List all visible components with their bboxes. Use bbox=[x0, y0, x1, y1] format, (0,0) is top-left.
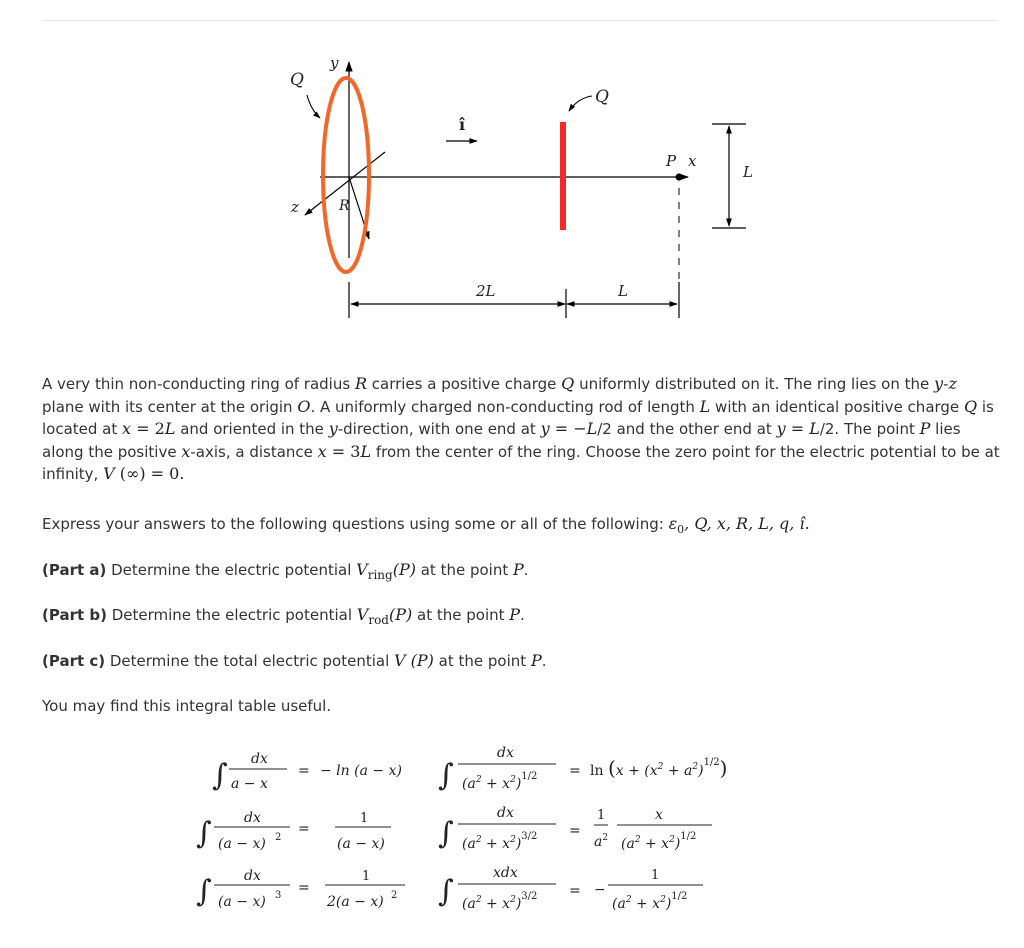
text-run: = 3 bbox=[326, 441, 361, 461]
math-var: (P) bbox=[405, 651, 434, 670]
rod-length-label: L bbox=[743, 163, 753, 181]
exponent: 2 bbox=[391, 890, 398, 901]
text-run: (∞) = 0. bbox=[114, 464, 185, 483]
result: − ln (a − x) bbox=[320, 763, 402, 779]
denominator: $a^2$ bbox=[594, 833, 609, 850]
text-run: Express your answers to the following questions using some or all of the following: bbox=[42, 515, 669, 533]
equals-sign: = bbox=[298, 763, 310, 779]
equals-sign: = bbox=[298, 821, 310, 837]
math-var: L bbox=[164, 419, 176, 438]
denominator: (a − x) bbox=[218, 894, 266, 910]
text-run: -direction, with one end at bbox=[337, 420, 541, 438]
denominator: $(a^2 + x^2)^{1/2}$ bbox=[462, 771, 538, 792]
math-var: L bbox=[360, 441, 372, 461]
integral-sign: ∫ bbox=[196, 874, 212, 909]
text-run: carries a positive charge bbox=[366, 375, 562, 393]
text-run: and oriented in the bbox=[175, 420, 329, 438]
math-var: (P) bbox=[392, 560, 416, 579]
math-var: , Q, x, R, L, q, î. bbox=[684, 514, 810, 533]
text-run: Determine the total electric potential bbox=[105, 652, 394, 670]
text-run: /2. The point bbox=[819, 420, 920, 438]
math-sub: rod bbox=[368, 613, 389, 627]
text-run: A very thin non-conducting ring of radius bbox=[42, 375, 355, 393]
text-run: - bbox=[943, 375, 949, 393]
point-label: P bbox=[666, 152, 677, 170]
result: $\ln (x + (x^2 + a^2)^{1/2})$ bbox=[590, 756, 728, 780]
x-axis-label: x bbox=[688, 152, 697, 170]
math-var: y bbox=[776, 419, 786, 438]
numerator: 1 bbox=[597, 808, 606, 823]
math-var: O bbox=[297, 396, 311, 416]
text-run: lies along the positive bbox=[42, 420, 961, 461]
text-run: with an identical positive charge bbox=[710, 397, 964, 416]
text-run: . bbox=[523, 561, 529, 579]
equals-sign: = bbox=[569, 763, 581, 779]
denominator: a − x bbox=[231, 776, 268, 792]
text-run: -axis, a distance bbox=[190, 442, 318, 461]
denominator: $(a^2 + x^2)^{3/2}$ bbox=[462, 891, 538, 912]
distance-2l-label: 2L bbox=[476, 282, 496, 300]
text-run: uniformly distributed on it. The ring lies on the bbox=[574, 375, 934, 393]
denominator: (a − x) bbox=[218, 836, 266, 852]
rod-charge-label: Q bbox=[595, 87, 609, 107]
math-sub: 0 bbox=[677, 523, 685, 536]
text-run: at the point bbox=[433, 652, 531, 670]
math-var: z bbox=[948, 374, 957, 393]
math-var: P bbox=[530, 651, 542, 670]
integral-sign: ∫ bbox=[438, 758, 454, 793]
equals-sign: = bbox=[569, 823, 581, 839]
part-label: (Part c) bbox=[42, 652, 106, 670]
math-var: ε bbox=[668, 514, 678, 533]
text-run: . bbox=[520, 606, 525, 624]
text-run: . bbox=[541, 652, 547, 670]
math-sub: ring bbox=[367, 568, 393, 582]
math-var: V bbox=[356, 605, 369, 624]
text-run: plane with its center at the origin bbox=[42, 397, 298, 416]
math-var: V bbox=[394, 651, 406, 670]
integral-sign: ∫ bbox=[438, 874, 454, 909]
math-var: V bbox=[103, 464, 115, 483]
math-var: x bbox=[181, 441, 191, 461]
math-var: y bbox=[934, 374, 944, 393]
text-run: . A uniformly charged non-conducting rod of length bbox=[310, 397, 700, 416]
denominator: 2(a − x) bbox=[327, 894, 384, 910]
math-var: x bbox=[317, 441, 327, 461]
text-run: /2 and the other end at bbox=[597, 420, 777, 438]
numerator: 1 bbox=[651, 868, 660, 883]
math-var: (P) bbox=[389, 605, 413, 624]
exponent: 2 bbox=[275, 832, 282, 843]
numerator: 1 bbox=[360, 811, 369, 826]
text-run: Determine the electric potential bbox=[106, 561, 357, 579]
integral-sign: ∫ bbox=[212, 758, 228, 793]
text-run: You may find this integral table useful. bbox=[42, 697, 332, 715]
numerator: dx bbox=[244, 810, 261, 826]
math-var: L bbox=[809, 419, 820, 438]
denominator: (a − x) bbox=[337, 836, 385, 852]
text-run: from the center of the ring. Choose the zero point for the electric potential to be at infinity, bbox=[42, 442, 1000, 483]
math-var: Q bbox=[963, 396, 978, 416]
y-axis-label: y bbox=[330, 54, 339, 72]
equals-sign: = bbox=[569, 883, 581, 899]
numerator: x bbox=[655, 807, 663, 823]
unit-vector-label: î bbox=[459, 115, 466, 134]
exponent: 3 bbox=[275, 890, 282, 901]
equals-sign: = bbox=[298, 880, 310, 896]
ring-charge-label: Q bbox=[290, 70, 304, 90]
text-run: at the point bbox=[415, 561, 513, 579]
math-var: L bbox=[699, 396, 711, 416]
distance-l-label: L bbox=[618, 282, 628, 300]
math-var: x bbox=[122, 419, 132, 438]
text-run: Determine the electric potential bbox=[106, 606, 357, 624]
denominator: $(a^2 + x^2)^{1/2}$ bbox=[612, 891, 688, 912]
integral-sign: ∫ bbox=[438, 816, 454, 851]
z-axis-label: z bbox=[291, 198, 299, 216]
part-label: (Part b) bbox=[42, 606, 107, 624]
math-var: V bbox=[356, 560, 368, 579]
math-var: y bbox=[328, 419, 338, 438]
integral-sign: ∫ bbox=[196, 816, 212, 851]
text-run: = − bbox=[549, 419, 587, 438]
text-run: at the point bbox=[412, 606, 510, 624]
denominator: $(a^2 + x^2)^{1/2}$ bbox=[621, 831, 697, 852]
numerator: 1 bbox=[362, 869, 371, 884]
denominator: $(a^2 + x^2)^{3/2}$ bbox=[462, 831, 538, 852]
math-var: P bbox=[509, 605, 521, 624]
radius-label: R bbox=[339, 198, 350, 214]
numerator: dx bbox=[497, 745, 514, 761]
math-var: R bbox=[354, 374, 367, 393]
numerator: xdx bbox=[493, 865, 518, 881]
part-label: (Part a) bbox=[42, 561, 107, 579]
text-run: is located at bbox=[42, 397, 994, 438]
minus-sign: − bbox=[594, 882, 606, 898]
math-var: y bbox=[540, 419, 550, 438]
math-var: L bbox=[586, 419, 598, 438]
numerator: dx bbox=[251, 751, 268, 767]
numerator: dx bbox=[497, 805, 514, 821]
numerator: dx bbox=[244, 868, 261, 884]
math-var: P bbox=[919, 419, 931, 438]
math-var: P bbox=[513, 560, 524, 579]
text-run: = bbox=[785, 419, 810, 438]
text-run: = 2 bbox=[131, 419, 165, 438]
math-var: Q bbox=[561, 374, 575, 393]
